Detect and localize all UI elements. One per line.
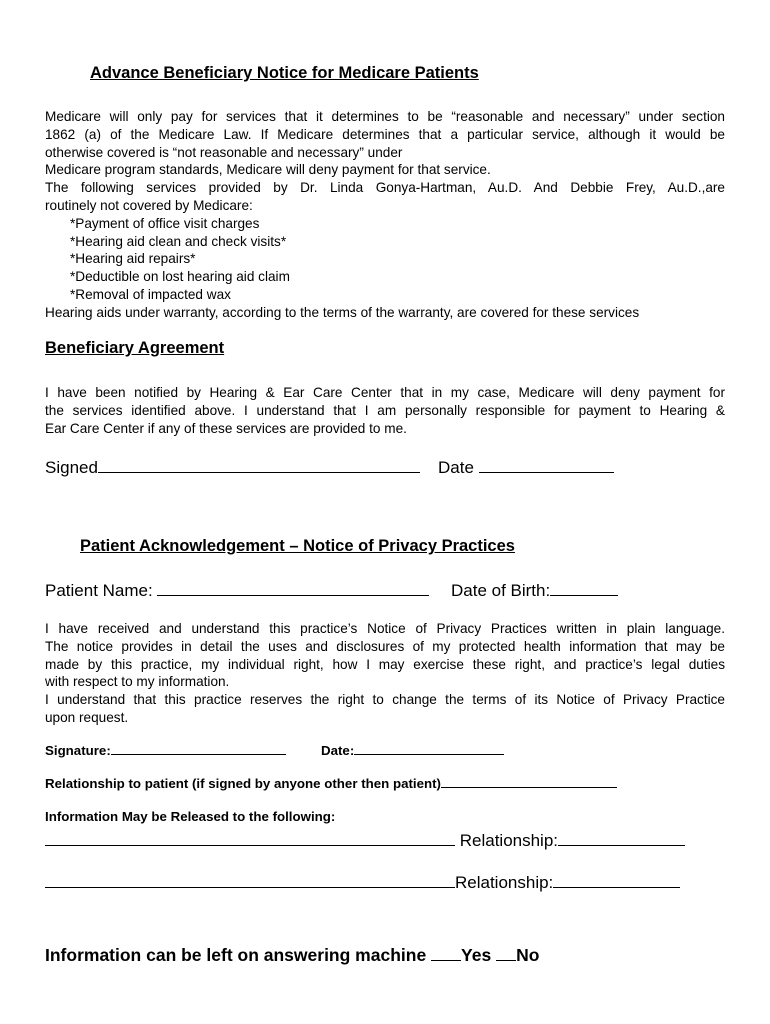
privacy-line-3: made by this practice, my individual right, how I may exercise these right, and practice’s legal duties [45,656,725,672]
yes-label: Yes [461,945,492,965]
privacy-line-5: I understand that this practice reserves the right to change the terms of its Notice of Privacy Practice [45,692,725,708]
agreement-paragraph [45,384,725,437]
agreement-line-3: Ear Care Center if any of these services are provided to me. [45,420,407,436]
signature-field[interactable] [111,754,286,755]
release-row-1 [45,831,685,851]
privacy-date-field[interactable] [354,754,504,755]
relationship-field-1[interactable] [558,845,685,846]
release-label: Information May be Released to the following: [45,809,336,824]
relationship-signer-label: Relationship to patient (if signed by anyone other then patient) [45,776,441,791]
no-field[interactable] [496,960,516,961]
relationship-field-2[interactable] [553,887,680,888]
release-name-field-2[interactable] [45,887,455,888]
privacy-line-1: I have received and understand this practice’s Notice of Privacy Practices written in plain language. [45,621,725,636]
list-item: *Deductible on lost hearing aid claim [70,269,290,285]
dob-row [451,581,618,601]
abn-line-5: The following services provided by Dr. Linda Gonya-Hartman, Au.D. And Debbie Frey, Au.D.,are [45,180,725,196]
release-name-field-1[interactable] [45,845,455,846]
abn-line-1: Medicare will only pay for services that it determines to be “reasonable and necessary” under section [45,109,725,124]
relationship-label-2: Relationship: [455,873,554,892]
patient-name-field[interactable] [157,595,429,596]
privacy-line-2: The notice provides in detail the uses and disclosures of my protected health information that may be [45,638,725,654]
agreement-title: Beneficiary Agreement [45,339,225,357]
relationship-signer-row [45,776,617,791]
answering-machine-row [45,945,539,966]
signed-field[interactable] [98,472,420,473]
agreement-line-1: I have been notified by Hearing & Ear Care Center that in my case, Medicare will deny payment for [45,385,725,400]
list-item: *Hearing aid repairs* [70,251,196,267]
list-item: *Hearing aid clean and check visits* [70,233,287,249]
no-label: No [516,945,540,965]
dob-field[interactable] [550,595,618,596]
privacy-line-4: with respect to my information. [45,674,230,690]
list-item: *Payment of office visit charges [70,215,260,231]
abn-line-6: routinely not covered by Medicare: [45,197,253,213]
relationship-signer-field[interactable] [441,787,617,788]
dob-label: Date of Birth: [451,581,551,600]
abn-line-3: otherwise covered is “not reasonable and necessary” under [45,144,403,160]
signed-label: Signed [45,458,98,477]
services-list [45,215,725,304]
agreement-line-2: the services identified above. I understand that I am personally responsible for payment to Hearing & [45,402,725,418]
privacy-line-6: upon request. [45,709,129,725]
signature-label: Signature: [45,743,111,758]
privacy-paragraph [45,620,725,727]
abn-paragraph [45,108,725,322]
yes-field[interactable] [431,960,461,961]
patient-name-label: Patient Name: [45,581,153,600]
list-item: *Removal of impacted wax [70,286,231,302]
abn-line-2: 1862 (a) of the Medicare Law. If Medicare determines that a particular service, although it would be [45,126,725,142]
patient-name-row [45,581,429,601]
agreement-date-field[interactable] [479,472,614,473]
signed-row [45,458,420,478]
answering-machine-label: Information can be left on answering machine [45,945,427,965]
agreement-date-label: Date [438,458,474,477]
release-row-2 [45,873,680,893]
relationship-label-1: Relationship: [459,831,559,850]
abn-title: Advance Beneficiary Notice for Medicare Patients [90,64,479,82]
abn-line-4: Medicare program standards, Medicare will deny payment for that service. [45,162,491,178]
agreement-date-row [438,458,614,478]
warranty-line: Hearing aids under warranty, according to the terms of the warranty, are covered for these services [45,304,640,320]
privacy-date-label: Date: [321,743,355,758]
privacy-title: Patient Acknowledgement – Notice of Privacy Practices [80,537,515,555]
privacy-date-row [321,743,504,758]
signature-row [45,743,286,758]
